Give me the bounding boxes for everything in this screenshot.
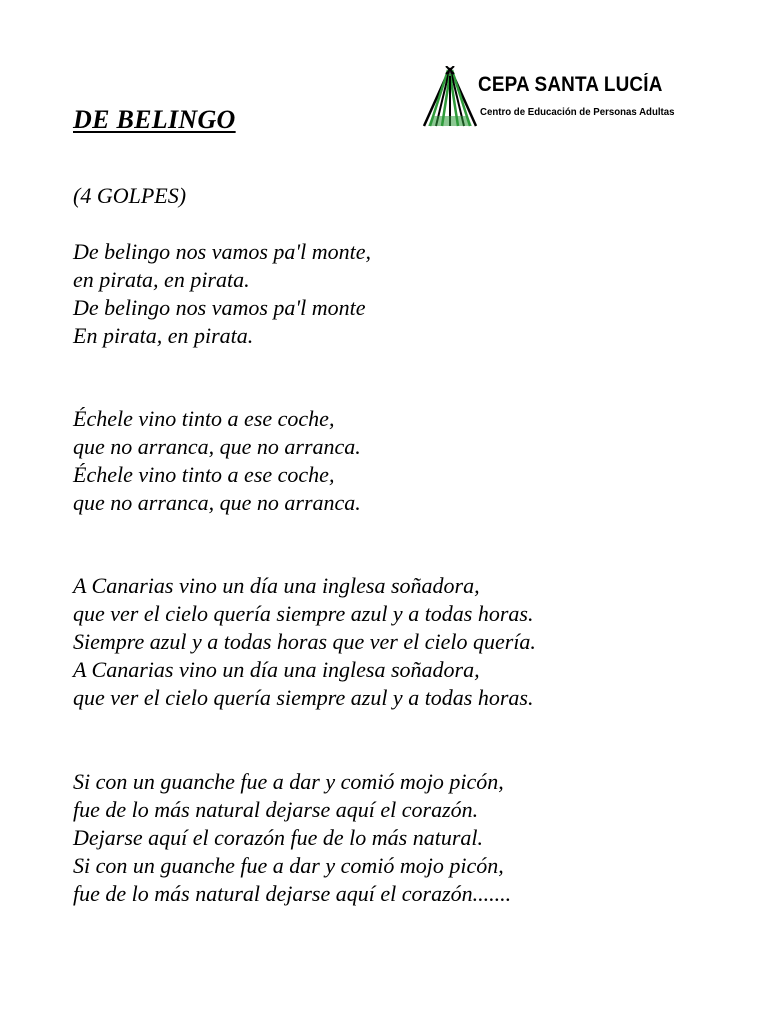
verse-line: A Canarias vino un día una inglesa soñadora, bbox=[73, 657, 480, 682]
verse-line: De belingo nos vamos pa'l monte, bbox=[73, 239, 371, 264]
verse-line: Échele vino tinto a ese coche, bbox=[73, 406, 335, 431]
verse-line: fue de lo más natural dejarse aquí el corazón. bbox=[73, 797, 479, 822]
song-title: DE BELINGO bbox=[73, 105, 236, 134]
verse-line: que ver el cielo quería siempre azul y a todas horas. bbox=[73, 601, 534, 626]
verse-line: De belingo nos vamos pa'l monte bbox=[73, 295, 366, 320]
song-subtitle: (4 GOLPES) bbox=[73, 183, 187, 208]
verse-line: que no arranca, que no arranca. bbox=[73, 490, 361, 515]
verse-line: que no arranca, que no arranca. bbox=[73, 434, 361, 459]
tepee-icon bbox=[420, 66, 480, 128]
logo-title: CEPA SANTA LUCÍA bbox=[478, 73, 663, 96]
verse-line: A Canarias vino un día una inglesa soñadora, bbox=[73, 573, 480, 598]
stanza bbox=[73, 405, 361, 517]
verse-line: Échele vino tinto a ese coche, bbox=[73, 462, 335, 487]
verse-line: fue de lo más natural dejarse aquí el corazón....... bbox=[73, 881, 512, 906]
verse-line: que ver el cielo quería siempre azul y a todas horas. bbox=[73, 685, 534, 710]
logo-subtitle: Centro de Educación de Personas Adultas bbox=[480, 106, 675, 118]
cepa-logo bbox=[420, 66, 690, 130]
stanza bbox=[73, 768, 511, 908]
stanza bbox=[73, 572, 536, 712]
verse-line: En pirata, en pirata. bbox=[73, 323, 254, 348]
verse-line: Siempre azul y a todas horas que ver el cielo quería. bbox=[73, 629, 536, 654]
verse-line: Si con un guanche fue a dar y comió mojo picón, bbox=[73, 853, 504, 878]
stanza bbox=[73, 238, 371, 350]
verse-line: Dejarse aquí el corazón fue de lo más natural. bbox=[73, 825, 484, 850]
verse-line: en pirata, en pirata. bbox=[73, 267, 250, 292]
verse-line: Si con un guanche fue a dar y comió mojo picón, bbox=[73, 769, 504, 794]
